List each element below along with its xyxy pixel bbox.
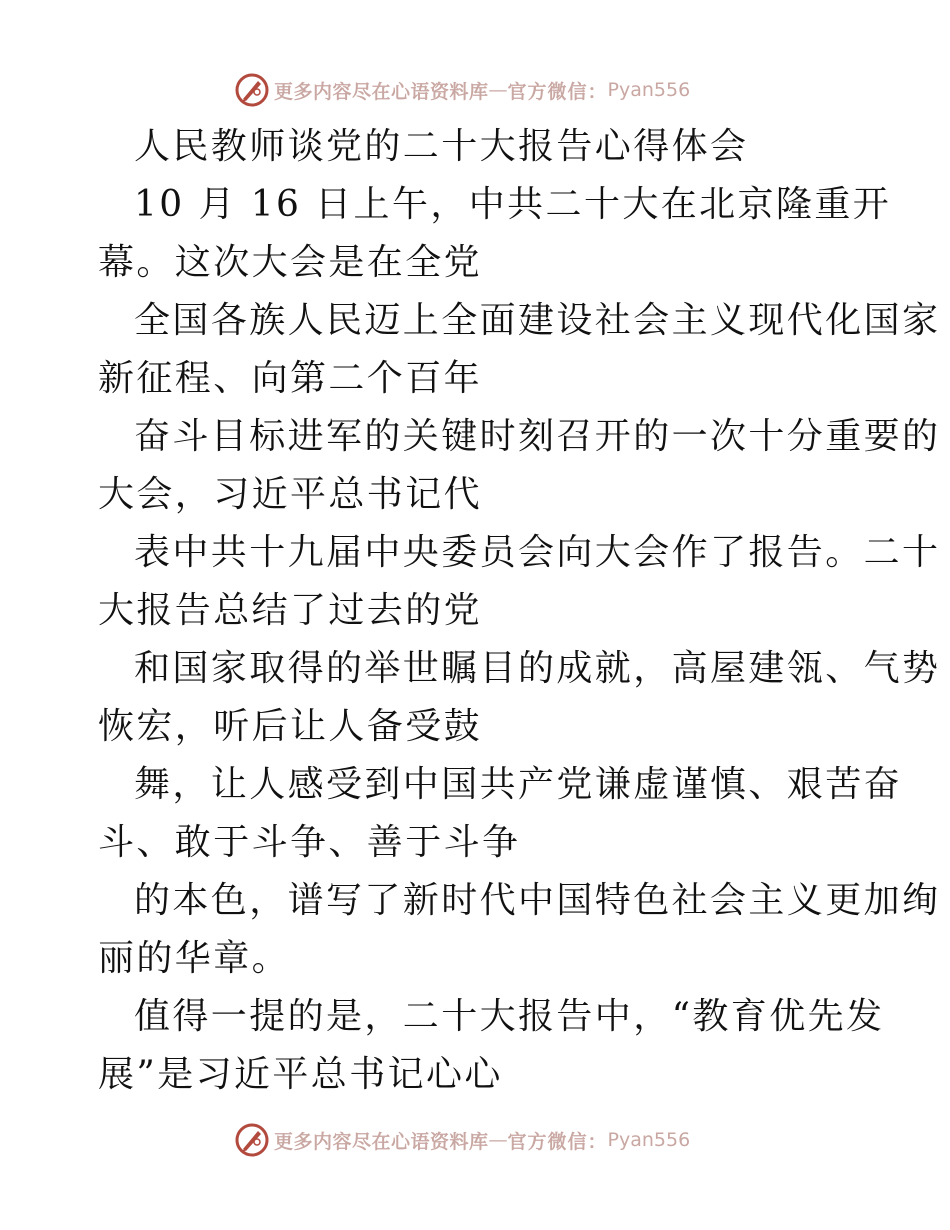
document-title: 人民教师谈党的二十大报告心得体会 (134, 126, 749, 167)
watermark-separator: — (488, 1129, 508, 1151)
text-line: 10 月 16 日上午，中共二十大在北京隆重开 (134, 184, 892, 225)
text-line: 全国各族人民迈上全面建设社会主义现代化国家 (134, 300, 941, 341)
text-line: 表中共十九届中央委员会向大会作了报告。二十 (134, 532, 941, 573)
watermark-wechat-id: Pyan556 (607, 1129, 691, 1151)
text-line: 奋斗目标进军的关键时刻召开的一次十分重要的 (134, 416, 941, 457)
watermark-text: 更多内容尽在心语资料库 (274, 1130, 489, 1153)
text-line: 大报告总结了过去的党 (98, 590, 483, 631)
text-line: 值得一提的是，二十大报告中，“教育优先发 (134, 996, 885, 1037)
text-line: 幕。这次大会是在全党 (98, 242, 483, 283)
document-body (98, 118, 941, 1104)
watermark-separator: — (488, 79, 508, 101)
text-line: 舞，让人感受到中国共产党谦虚谨慎、艰苦奋 (134, 764, 903, 805)
text-line: 丽的华章。 (98, 938, 291, 979)
quill-pen-logo-icon (234, 1122, 270, 1158)
watermark-text: 更多内容尽在心语资料库 (274, 80, 489, 103)
text-line: 恢宏，听后让人备受鼓 (98, 706, 483, 747)
text-line: 展”是习近平总书记心心 (98, 1054, 503, 1095)
text-line: 斗、敢于斗争、善于斗争 (98, 822, 521, 863)
text-line: 新征程、向第二个百年 (98, 358, 483, 399)
watermark-wechat-id: Pyan556 (607, 79, 691, 101)
header-watermark (234, 72, 690, 108)
text-line: 大会，习近平总书记代 (98, 474, 483, 515)
watermark-wechat-label: 官方微信： (507, 1130, 608, 1153)
watermark-wechat-label: 官方微信： (507, 80, 608, 103)
text-line: 的本色，谱写了新时代中国特色社会主义更加绚 (134, 880, 941, 921)
text-line: 和国家取得的举世瞩目的成就，高屋建瓴、气势 (134, 648, 941, 689)
quill-pen-logo-icon (234, 72, 270, 108)
footer-watermark (234, 1122, 690, 1158)
